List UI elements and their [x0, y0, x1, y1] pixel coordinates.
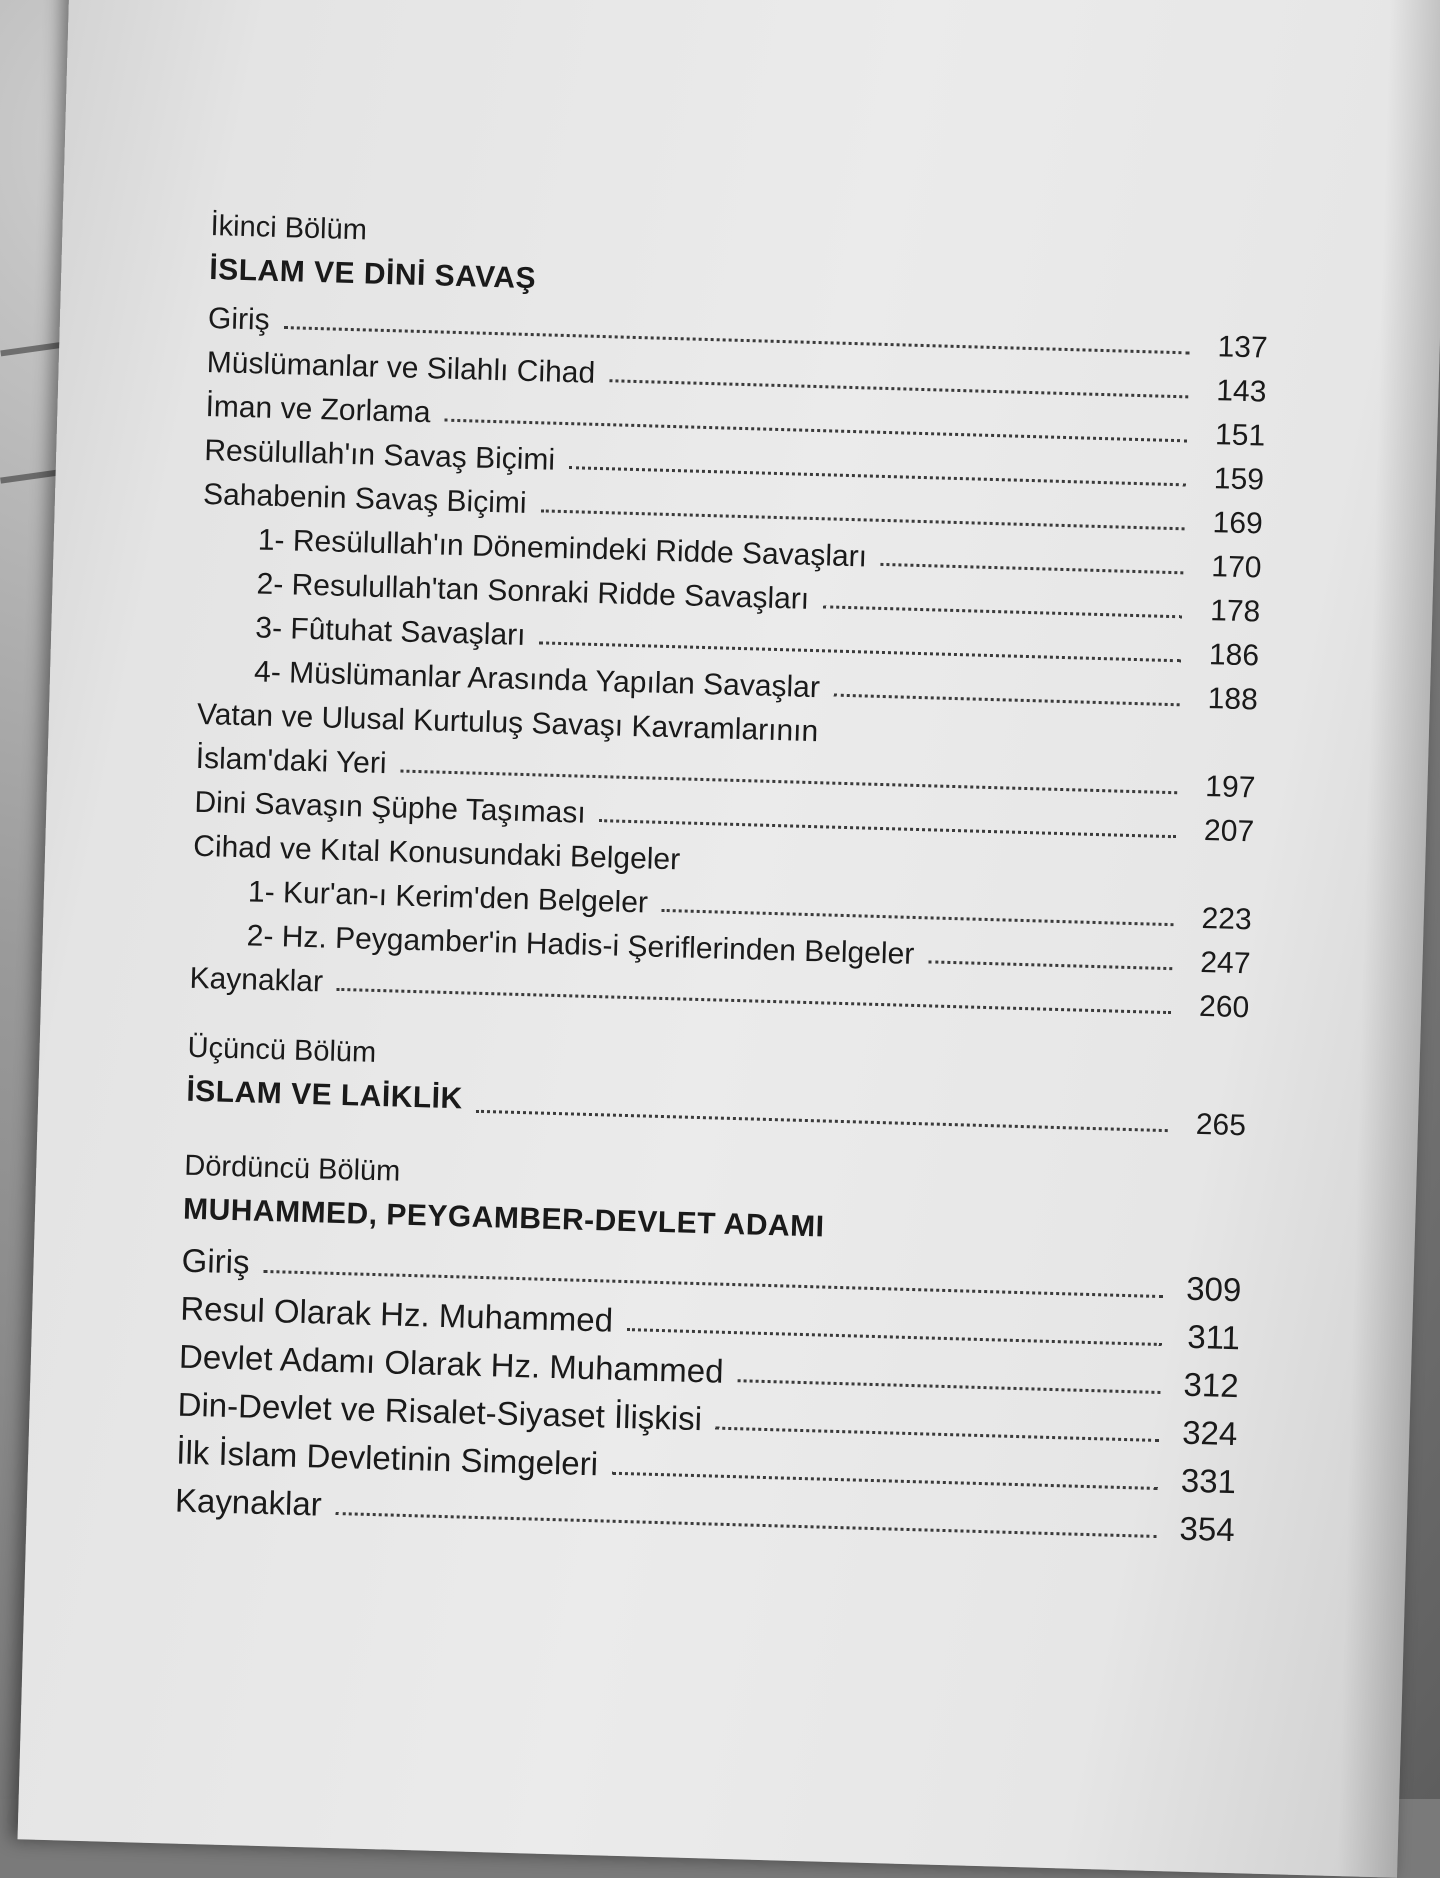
entry-title: Dini Savaşın Şüphe Taşıması	[194, 785, 587, 830]
entry-page: 159	[1213, 462, 1265, 497]
entry-page: 260	[1198, 989, 1250, 1025]
entry-title: Devlet Adamı Olarak Hz. Muhammed	[178, 1337, 725, 1390]
leader-dots	[881, 562, 1184, 574]
entry-page: 188	[1207, 682, 1259, 717]
section-label: Üçüncü Bölüm	[187, 1031, 377, 1069]
section-title: İSLAM VE LAİKLİK	[185, 1074, 464, 1116]
leader-dots	[335, 1511, 1156, 1538]
entry-title: Din-Devlet ve Risalet-Siyaset İlişkisi	[177, 1385, 703, 1438]
leader-dots	[823, 604, 1182, 618]
entry-page: 186	[1208, 638, 1260, 673]
entry-title: Kaynaklar	[189, 961, 324, 999]
entry-title: Sahabenin Savaş Biçimi	[202, 477, 527, 520]
entry-title: İslam'daki Yeri	[195, 741, 387, 781]
entry-title: Müslümanlar ve Silahlı Cihad	[206, 345, 596, 390]
entry-page: 137	[1217, 330, 1269, 365]
entry-page: 169	[1212, 506, 1264, 541]
entry-title: Kaynaklar	[174, 1481, 323, 1523]
entry-title: Cihad ve Kıtal Konusundaki Belgeler	[192, 829, 681, 877]
entry-title: Resülullah'ın Savaş Biçimi	[203, 433, 556, 477]
entry-page: 151	[1214, 418, 1266, 453]
leader-dots	[928, 959, 1172, 970]
entry-page: 309	[1185, 1269, 1242, 1309]
section-title: MUHAMMED, PEYGAMBER-DEVLET ADAMI	[182, 1192, 825, 1244]
entry-page: 178	[1209, 594, 1261, 629]
entry-page: 354	[1179, 1509, 1236, 1549]
entry-page: 197	[1204, 770, 1256, 805]
entry-page: 331	[1180, 1461, 1237, 1501]
entry-title: 2- Hz. Peygamber'in Hadis-i Şeriflerinden Belgeler	[246, 919, 915, 971]
entry-title: İman ve Zorlama	[205, 389, 432, 430]
entry-title: Giriş	[207, 302, 271, 337]
section-label: İkinci Bölüm	[210, 210, 368, 247]
entry-page: 223	[1201, 901, 1253, 937]
entry-page: 324	[1181, 1413, 1238, 1453]
entry-title: 3- Fûtuhat Savaşları	[254, 611, 526, 652]
entry-title: Giriş	[181, 1241, 251, 1281]
entry-page: 207	[1203, 814, 1255, 849]
entry-page: 311	[1186, 1317, 1241, 1357]
section-label: Dördüncü Bölüm	[183, 1149, 401, 1188]
entry-title: 1- Kur'an-ı Kerim'den Belgeler	[247, 875, 649, 920]
entry-page: 170	[1210, 550, 1262, 585]
table-of-contents	[174, 204, 1270, 1549]
entry-page: 265	[1195, 1107, 1247, 1143]
entry-title: Vatan ve Ulusal Kurtuluş Savaşı Kavramlarının	[196, 697, 819, 749]
entry-page: 247	[1199, 945, 1251, 981]
leader-dots	[834, 693, 1180, 707]
book-page	[18, 0, 1440, 1878]
leader-dots	[737, 1378, 1160, 1394]
entry-title: 2- Resulullah'tan Sonraki Ridde Savaşları	[256, 567, 810, 616]
entry-title: İlk İslam Devletinin Simgeleri	[175, 1433, 599, 1483]
entry-title: Resul Olarak Hz. Muhammed	[179, 1289, 614, 1339]
entry-page: 143	[1215, 374, 1267, 409]
entry-page: 312	[1183, 1365, 1240, 1405]
entry-title: 1- Resülullah'ın Dönemindeki Ridde Savaşları	[257, 523, 868, 574]
section-title: İSLAM VE DİNİ SAVAŞ	[208, 253, 537, 296]
entry-title: 4- Müslümanlar Arasında Yapılan Savaşlar	[253, 655, 821, 705]
